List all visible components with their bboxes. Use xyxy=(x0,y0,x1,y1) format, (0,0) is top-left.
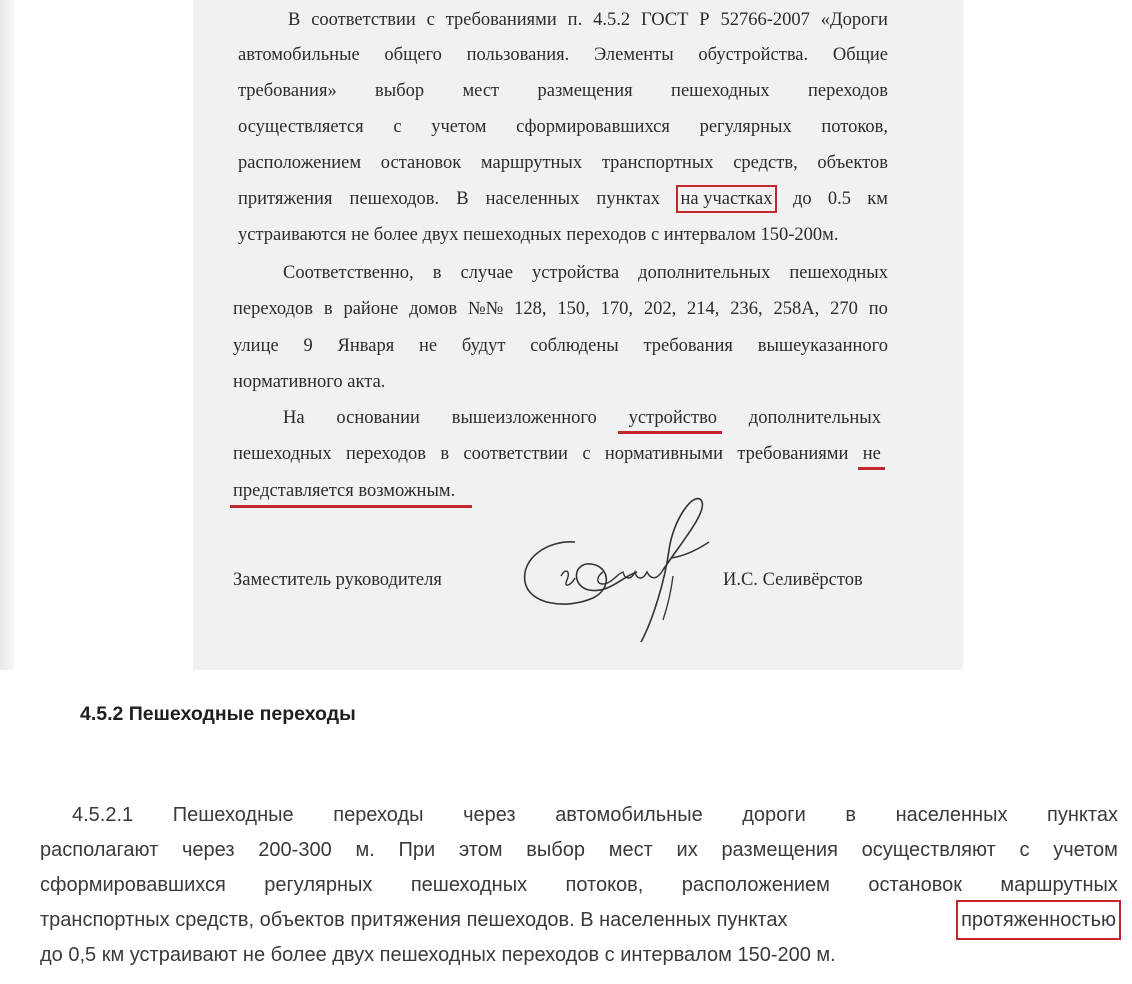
word: населенных xyxy=(895,804,1008,826)
word: обустройства. xyxy=(698,45,809,65)
word: вышеуказанного xyxy=(757,336,888,356)
word: 4.5.2.1 xyxy=(72,804,134,826)
letter-line: устраиваются не более двух пешеходных переходов с интервалом 150-200м. xyxy=(238,225,839,245)
word: 0.5 xyxy=(827,189,852,209)
word: по xyxy=(868,299,888,319)
word: м. xyxy=(355,839,375,861)
word: Пешеходные xyxy=(172,804,294,826)
letter-line xyxy=(238,188,888,210)
word: В xyxy=(456,189,469,209)
word: устройства xyxy=(531,263,620,283)
letter-line xyxy=(233,443,881,465)
word: их xyxy=(676,839,698,861)
word: в xyxy=(440,444,450,464)
highlight-box-protyazhennostyu: протяженностью xyxy=(959,903,1118,937)
underline-predstavlyaetsya xyxy=(230,505,472,508)
letter-line xyxy=(283,262,888,284)
word: автомобильные xyxy=(238,45,360,65)
word: основании xyxy=(336,408,420,428)
word: автомобильные xyxy=(555,804,703,826)
word: требованиями xyxy=(445,10,557,30)
word: выбор xyxy=(526,839,585,861)
word: регулярных xyxy=(699,117,792,137)
word: дополнительных xyxy=(748,408,881,428)
word: осуществляют xyxy=(861,839,996,861)
word: 4.5.2 xyxy=(593,10,631,30)
word: объектов xyxy=(817,153,888,173)
word: На xyxy=(283,408,305,428)
word: пешеходных xyxy=(233,444,332,464)
word: Общие xyxy=(832,45,888,65)
word: пунктах xyxy=(596,189,660,209)
word: не xyxy=(862,444,881,464)
word: п. xyxy=(567,10,583,30)
word: сформировавшихся xyxy=(516,117,670,137)
letter-line xyxy=(238,152,888,174)
word: нормативными xyxy=(604,444,723,464)
word: притяжения xyxy=(238,189,333,209)
gost-line: до 0,5 км устраивают не более двух пешеходных переходов с интервалом 150-200 м. xyxy=(40,944,836,966)
letter-line xyxy=(233,298,888,320)
word: пешеходных xyxy=(410,874,528,896)
gost-section-heading: 4.5.2 Пешеходные переходы xyxy=(80,703,356,725)
word: остановок xyxy=(380,153,462,173)
word: требованиями xyxy=(737,444,849,464)
word: 202, xyxy=(643,299,677,319)
letter-line xyxy=(238,80,888,102)
gost-line xyxy=(40,903,1118,937)
word: 9 xyxy=(303,336,313,356)
word: соответствии xyxy=(463,444,568,464)
word: «Дороги xyxy=(820,10,888,30)
word: до xyxy=(793,189,812,209)
word: пешеходов. xyxy=(349,189,440,209)
letter-line xyxy=(238,116,888,138)
word: потоков, xyxy=(565,874,644,896)
word: требования» xyxy=(238,81,337,101)
word: ГОСТ xyxy=(640,10,689,30)
word: мест xyxy=(462,81,500,101)
word: При xyxy=(398,839,436,861)
word: устройство xyxy=(628,408,717,428)
word: транспортных xyxy=(601,153,714,173)
gost-line xyxy=(40,833,1118,867)
word: км xyxy=(867,189,888,209)
word: соблюдены xyxy=(530,336,619,356)
word: через xyxy=(463,804,516,826)
word: пунктах xyxy=(1047,804,1118,826)
letter-line xyxy=(233,335,888,357)
letter-line-tail xyxy=(793,188,888,210)
gost-line xyxy=(72,798,1118,832)
letter-line xyxy=(238,44,888,66)
word: В xyxy=(288,10,301,30)
word: средств, xyxy=(733,153,798,173)
word: с xyxy=(426,10,435,30)
word: переходов xyxy=(345,444,426,464)
word: не xyxy=(418,336,438,356)
word: 270 xyxy=(830,299,858,319)
letter-line: нормативного акта. xyxy=(233,372,386,392)
word: учетом xyxy=(1053,839,1118,861)
word: осуществляется xyxy=(238,117,364,137)
word: размещения xyxy=(537,81,633,101)
word: с xyxy=(1019,839,1030,861)
word: дополнительных xyxy=(638,263,771,283)
word: регулярных xyxy=(264,874,373,896)
word: пользования. xyxy=(466,45,570,65)
word: дороги xyxy=(742,804,806,826)
word: через xyxy=(182,839,235,861)
word: с xyxy=(582,444,591,464)
word: этом xyxy=(458,839,503,861)
word: располагают xyxy=(40,839,159,861)
word: переходов xyxy=(233,299,313,319)
word: Р xyxy=(699,10,710,30)
word: Элементы xyxy=(593,45,674,65)
gost-line xyxy=(40,868,1118,902)
letter-line xyxy=(283,407,881,429)
word: учетом xyxy=(431,117,487,137)
word: маршрутных xyxy=(480,153,583,173)
word: остановок xyxy=(868,874,962,896)
word: общего xyxy=(384,45,442,65)
gost-line-text: транспортных средств, объектов притяжения пешеходов. В населенных пунктах xyxy=(40,909,788,931)
word: расположением xyxy=(681,874,830,896)
word: районе xyxy=(343,299,399,319)
word: случае xyxy=(460,263,513,283)
word: маршрутных xyxy=(1000,874,1118,896)
word: в xyxy=(323,299,333,319)
word: 128, xyxy=(514,299,547,319)
word: домов xyxy=(409,299,458,319)
word: сформировавшихся xyxy=(40,874,226,896)
word: соответствии xyxy=(311,10,416,30)
word: улице xyxy=(233,336,279,356)
underline-ustroystvo xyxy=(618,431,722,434)
word: 52766-2007 xyxy=(720,10,810,30)
word: потоков, xyxy=(821,117,888,137)
word: мест xyxy=(608,839,653,861)
word: пешеходных xyxy=(789,263,888,283)
word: 214, xyxy=(687,299,720,319)
signer-position: Заместитель руководителя xyxy=(233,570,442,590)
word: №№ xyxy=(467,299,504,319)
gost-excerpt xyxy=(40,798,1118,973)
word: переходы xyxy=(333,804,424,826)
letter-line-head xyxy=(238,188,660,210)
word: с xyxy=(393,117,402,137)
word: населенных xyxy=(485,189,580,209)
word: 200-300 xyxy=(258,839,332,861)
word: 150, xyxy=(557,299,590,319)
signature xyxy=(513,480,713,655)
word: 236, xyxy=(730,299,763,319)
word: в xyxy=(432,263,442,283)
word: выбор xyxy=(375,81,425,101)
word: в xyxy=(845,804,856,826)
word: Соответственно, xyxy=(283,263,414,283)
word: 170, xyxy=(600,299,633,319)
word: вышеизложенного xyxy=(451,408,597,428)
signer-name: И.С. Селивёрстов xyxy=(723,570,863,590)
letter-line: представляется возможным. xyxy=(233,481,456,501)
word: размещения xyxy=(721,839,838,861)
word: расположением xyxy=(238,153,362,173)
highlight-box-na-uchastkah: на участках xyxy=(680,189,773,209)
word: пешеходных xyxy=(671,81,770,101)
word: Января xyxy=(337,336,395,356)
underline-ne xyxy=(858,467,885,470)
scanned-letter xyxy=(193,0,963,670)
word: будут xyxy=(461,336,506,356)
word: 258А, xyxy=(773,299,820,319)
word: требования xyxy=(643,336,733,356)
word: переходов xyxy=(807,81,888,101)
left-page-edge xyxy=(0,0,14,670)
letter-line xyxy=(288,9,888,31)
